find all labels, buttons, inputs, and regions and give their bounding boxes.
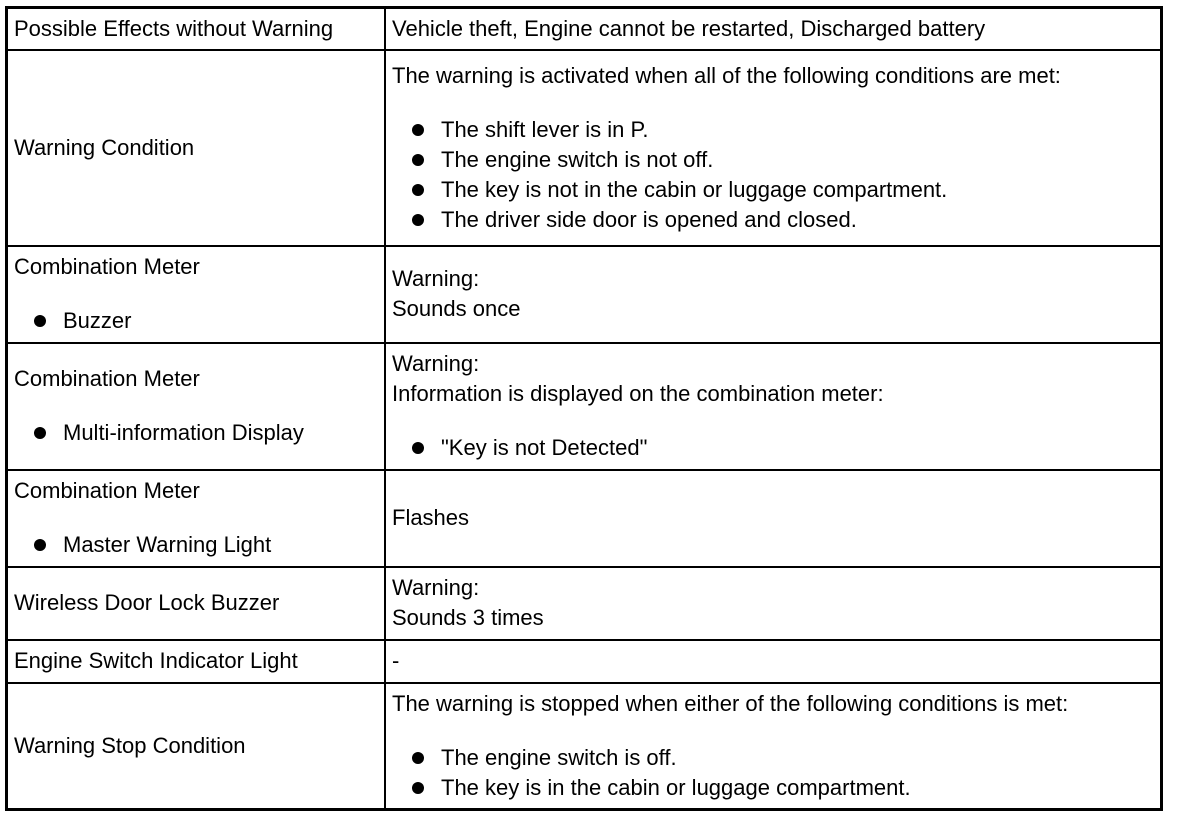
table-row	[7, 640, 1162, 683]
list-item	[392, 205, 1154, 235]
value-line: Sounds 3 times	[392, 605, 544, 630]
label-list-item-text: Master Warning Light	[63, 532, 272, 557]
bullet-icon	[412, 124, 424, 136]
bullet-icon	[412, 782, 424, 794]
value-line: Warning:	[392, 266, 480, 291]
row-label-text: Warning Condition	[14, 134, 195, 160]
row-value	[385, 50, 1162, 246]
list-item-text: The engine switch is not off.	[441, 146, 714, 172]
bullet-icon	[412, 442, 424, 454]
row-value	[385, 567, 1162, 640]
value-line: Warning:	[392, 351, 480, 376]
list-item-text: "Key is not Detected"	[441, 435, 648, 460]
row-label-text: Engine Switch Indicator Light	[14, 648, 298, 673]
condition-intro: The warning is stopped when either of the following conditions is met:	[392, 690, 1069, 716]
list-item-text: The driver side door is opened and closed.	[441, 206, 857, 232]
row-label-text: Combination Meter	[14, 254, 200, 279]
list-item	[392, 743, 1154, 773]
list-item-text: The key is not in the cabin or luggage compartment.	[441, 176, 948, 202]
list-item	[392, 145, 1154, 175]
list-item	[392, 175, 1154, 205]
row-value	[385, 343, 1162, 470]
value-line: Warning:	[392, 575, 480, 600]
table-row	[7, 470, 1162, 567]
row-value	[385, 640, 1162, 683]
bullet-icon	[412, 184, 424, 196]
list-item	[392, 115, 1154, 145]
row-value	[385, 470, 1162, 567]
row-label-text: Warning Stop Condition	[14, 732, 246, 758]
label-list-item	[14, 418, 378, 448]
table-row	[7, 50, 1162, 246]
list-item	[392, 433, 1154, 463]
table-row	[7, 567, 1162, 640]
list-item	[392, 773, 1154, 803]
label-list-item-text: Multi-information Display	[63, 420, 304, 445]
condition-intro: The warning is activated when all of the following conditions are met:	[392, 62, 1061, 88]
bullet-icon	[412, 752, 424, 764]
list-item-text: The engine switch is off.	[441, 744, 677, 770]
list-item-text: The key is in the cabin or luggage compartment.	[441, 774, 911, 800]
value-line: Sounds once	[392, 296, 521, 321]
bullet-icon	[34, 315, 46, 327]
list-item-text: The shift lever is in P.	[441, 116, 649, 142]
row-label-text: Combination Meter	[14, 366, 200, 391]
row-value-text: Flashes	[392, 505, 470, 530]
table-row	[7, 343, 1162, 470]
row-label	[7, 640, 386, 683]
table-row	[7, 246, 1162, 343]
row-label	[7, 567, 386, 640]
row-value	[385, 683, 1162, 810]
row-value-text: -	[392, 648, 400, 673]
bullet-icon	[412, 214, 424, 226]
table-row	[7, 683, 1162, 810]
value-line: Information is displayed on the combination meter:	[392, 381, 884, 406]
row-value	[385, 246, 1162, 343]
row-label	[7, 470, 386, 567]
bullet-icon	[34, 539, 46, 551]
label-list-item	[14, 306, 378, 336]
bullet-icon	[34, 427, 46, 439]
row-value	[385, 8, 1162, 50]
row-label-text: Wireless Door Lock Buzzer	[14, 590, 280, 615]
row-label	[7, 8, 386, 50]
warning-spec-table	[5, 6, 1163, 811]
row-label	[7, 50, 386, 246]
label-list-item-text: Buzzer	[63, 308, 132, 333]
row-label-text: Combination Meter	[14, 478, 200, 503]
bullet-icon	[412, 154, 424, 166]
row-label-text: Possible Effects without Warning	[14, 15, 334, 41]
label-list-item	[14, 530, 378, 560]
row-label	[7, 246, 386, 343]
row-label	[7, 343, 386, 470]
row-label	[7, 683, 386, 810]
row-value-text: Vehicle theft, Engine cannot be restarted, Discharged battery	[392, 15, 986, 41]
table-row	[7, 8, 1162, 50]
